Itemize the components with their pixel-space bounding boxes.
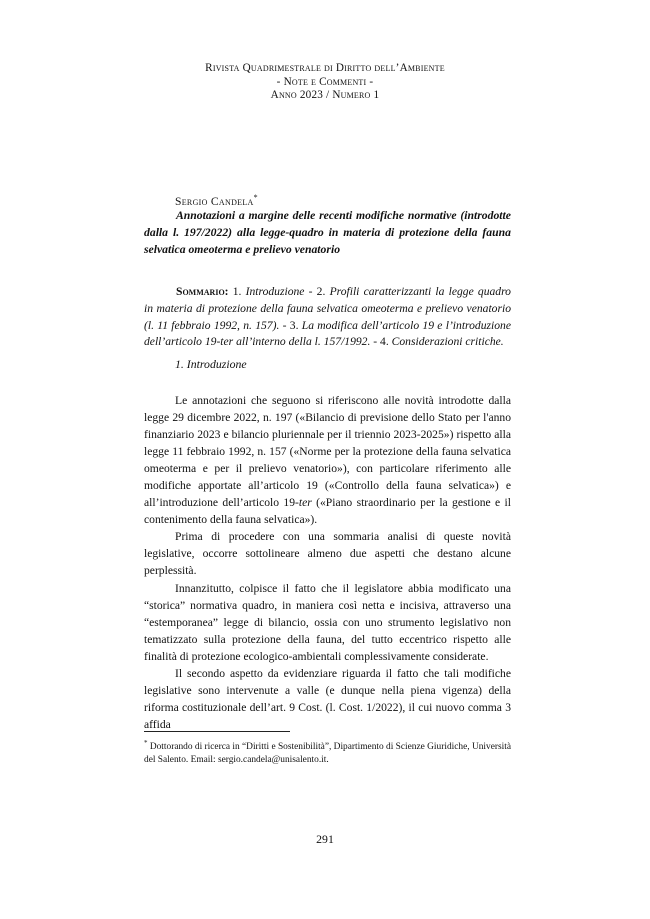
footnote-divider [144, 731, 290, 732]
journal-issue: Anno 2023 / Numero 1 [270, 89, 380, 101]
summary-separator-3: - 3. [279, 318, 302, 332]
summary-separator-4: - 4. [370, 335, 392, 349]
paragraph-4: Il secondo aspetto da evidenziare riguarda il fatto che tali modifiche legislative sono intervenute a valle (e dunque nella piena vigenza) della riforma costituzionale dell’art. 9 Cost. (l. Cost. 1/2022), il cui nuovo comma 3 affida [144, 666, 511, 731]
summary-separator-2: - 2. [304, 285, 330, 298]
article-body [144, 392, 511, 733]
author-footnote-mark: * [253, 193, 258, 202]
summary-item-1: Introduzione [245, 285, 305, 298]
page-number: 291 [316, 832, 334, 846]
footnote-mark: * [144, 739, 148, 747]
summary-item-2: Profili caratterizzanti la legge quadro in materia di protezione della fauna selvatica omeoterma e prelievo venatorio (l. 11 febbraio 1992, n. 157). [144, 285, 511, 332]
journal-header [0, 62, 650, 103]
article-summary [144, 284, 511, 351]
author-name: Sergio Candela [175, 194, 254, 208]
journal-section: - Note e Commenti - [276, 75, 374, 88]
paragraph-2: Prima di procedere con una sommaria analisi di queste novità legislative, occorre sottolineare almeno due aspetti che destano alcune perplessità. [144, 530, 511, 578]
paragraph-1-ter: ter [298, 496, 312, 510]
summary-item-1-number: 1. [228, 285, 246, 298]
paragraph-3: Innanzitutto, colpisce il fatto che il legislatore abbia modificato una “storica” normativa quadro, in maniera così netta e incisiva, attraverso una “estemporanea” legge di bilancio, ossia con uno strumento legislativo non tematizzato sulla protezione della fauna, del tutto eccentrico rispetto alle finalità di protezione ecologico-ambientali complessivamente considerate. [144, 581, 511, 663]
paragraph-1 [144, 392, 511, 528]
summary-label: Sommario: [176, 285, 229, 298]
article-title: Annotazioni a margine delle recenti modifiche normative (introdotte dalla l. 197/2022) alla legge-quadro in materia di protezione della fauna selvatica omeoterma e prelievo venatorio [144, 209, 511, 257]
article-author [175, 193, 258, 208]
footnote-text: Dottorando di ricerca in “Diritti e Sostenibilità”, Dipartimento di Scienze Giuridiche, Università del Salento. Email: sergio.candela@unisalento.it. [144, 742, 511, 765]
section-heading: 1. Introduzione [175, 357, 247, 371]
journal-name: Rivista Quadrimestrale di Diritto dell’Ambiente [205, 62, 445, 74]
summary-item-4: Considerazioni critiche. [391, 335, 504, 349]
summary-item-3: La modifica dell’articolo 19 e l’introduzione dell’articolo 19-ter all’interno della l. 157/1992. [144, 318, 511, 349]
paragraph-1-text-a: Le annotazioni che seguono si riferiscono alle novità introdotte dalla legge 29 dicembre 2022, n. 197 («Bilancio di previsione dello Stato per l'anno finanziario 2023 e bilancio pluriennale per il triennio 2023-2025») rispetto alla legge 11 febbraio 1992, n. 157 («Norme per la protezione della fauna selvatica omeoterma e per il prelievo venatorio»), con particolare riferimento alle modifiche apportate all’articolo 19 («Controllo della fauna selvatica») e all’introduzione dell’articolo 19- [144, 394, 511, 510]
footnote [144, 737, 511, 766]
paragraph-1-text-b: («Piano straordinario per la gestione e il contenimento della fauna selvatica»). [144, 496, 512, 527]
